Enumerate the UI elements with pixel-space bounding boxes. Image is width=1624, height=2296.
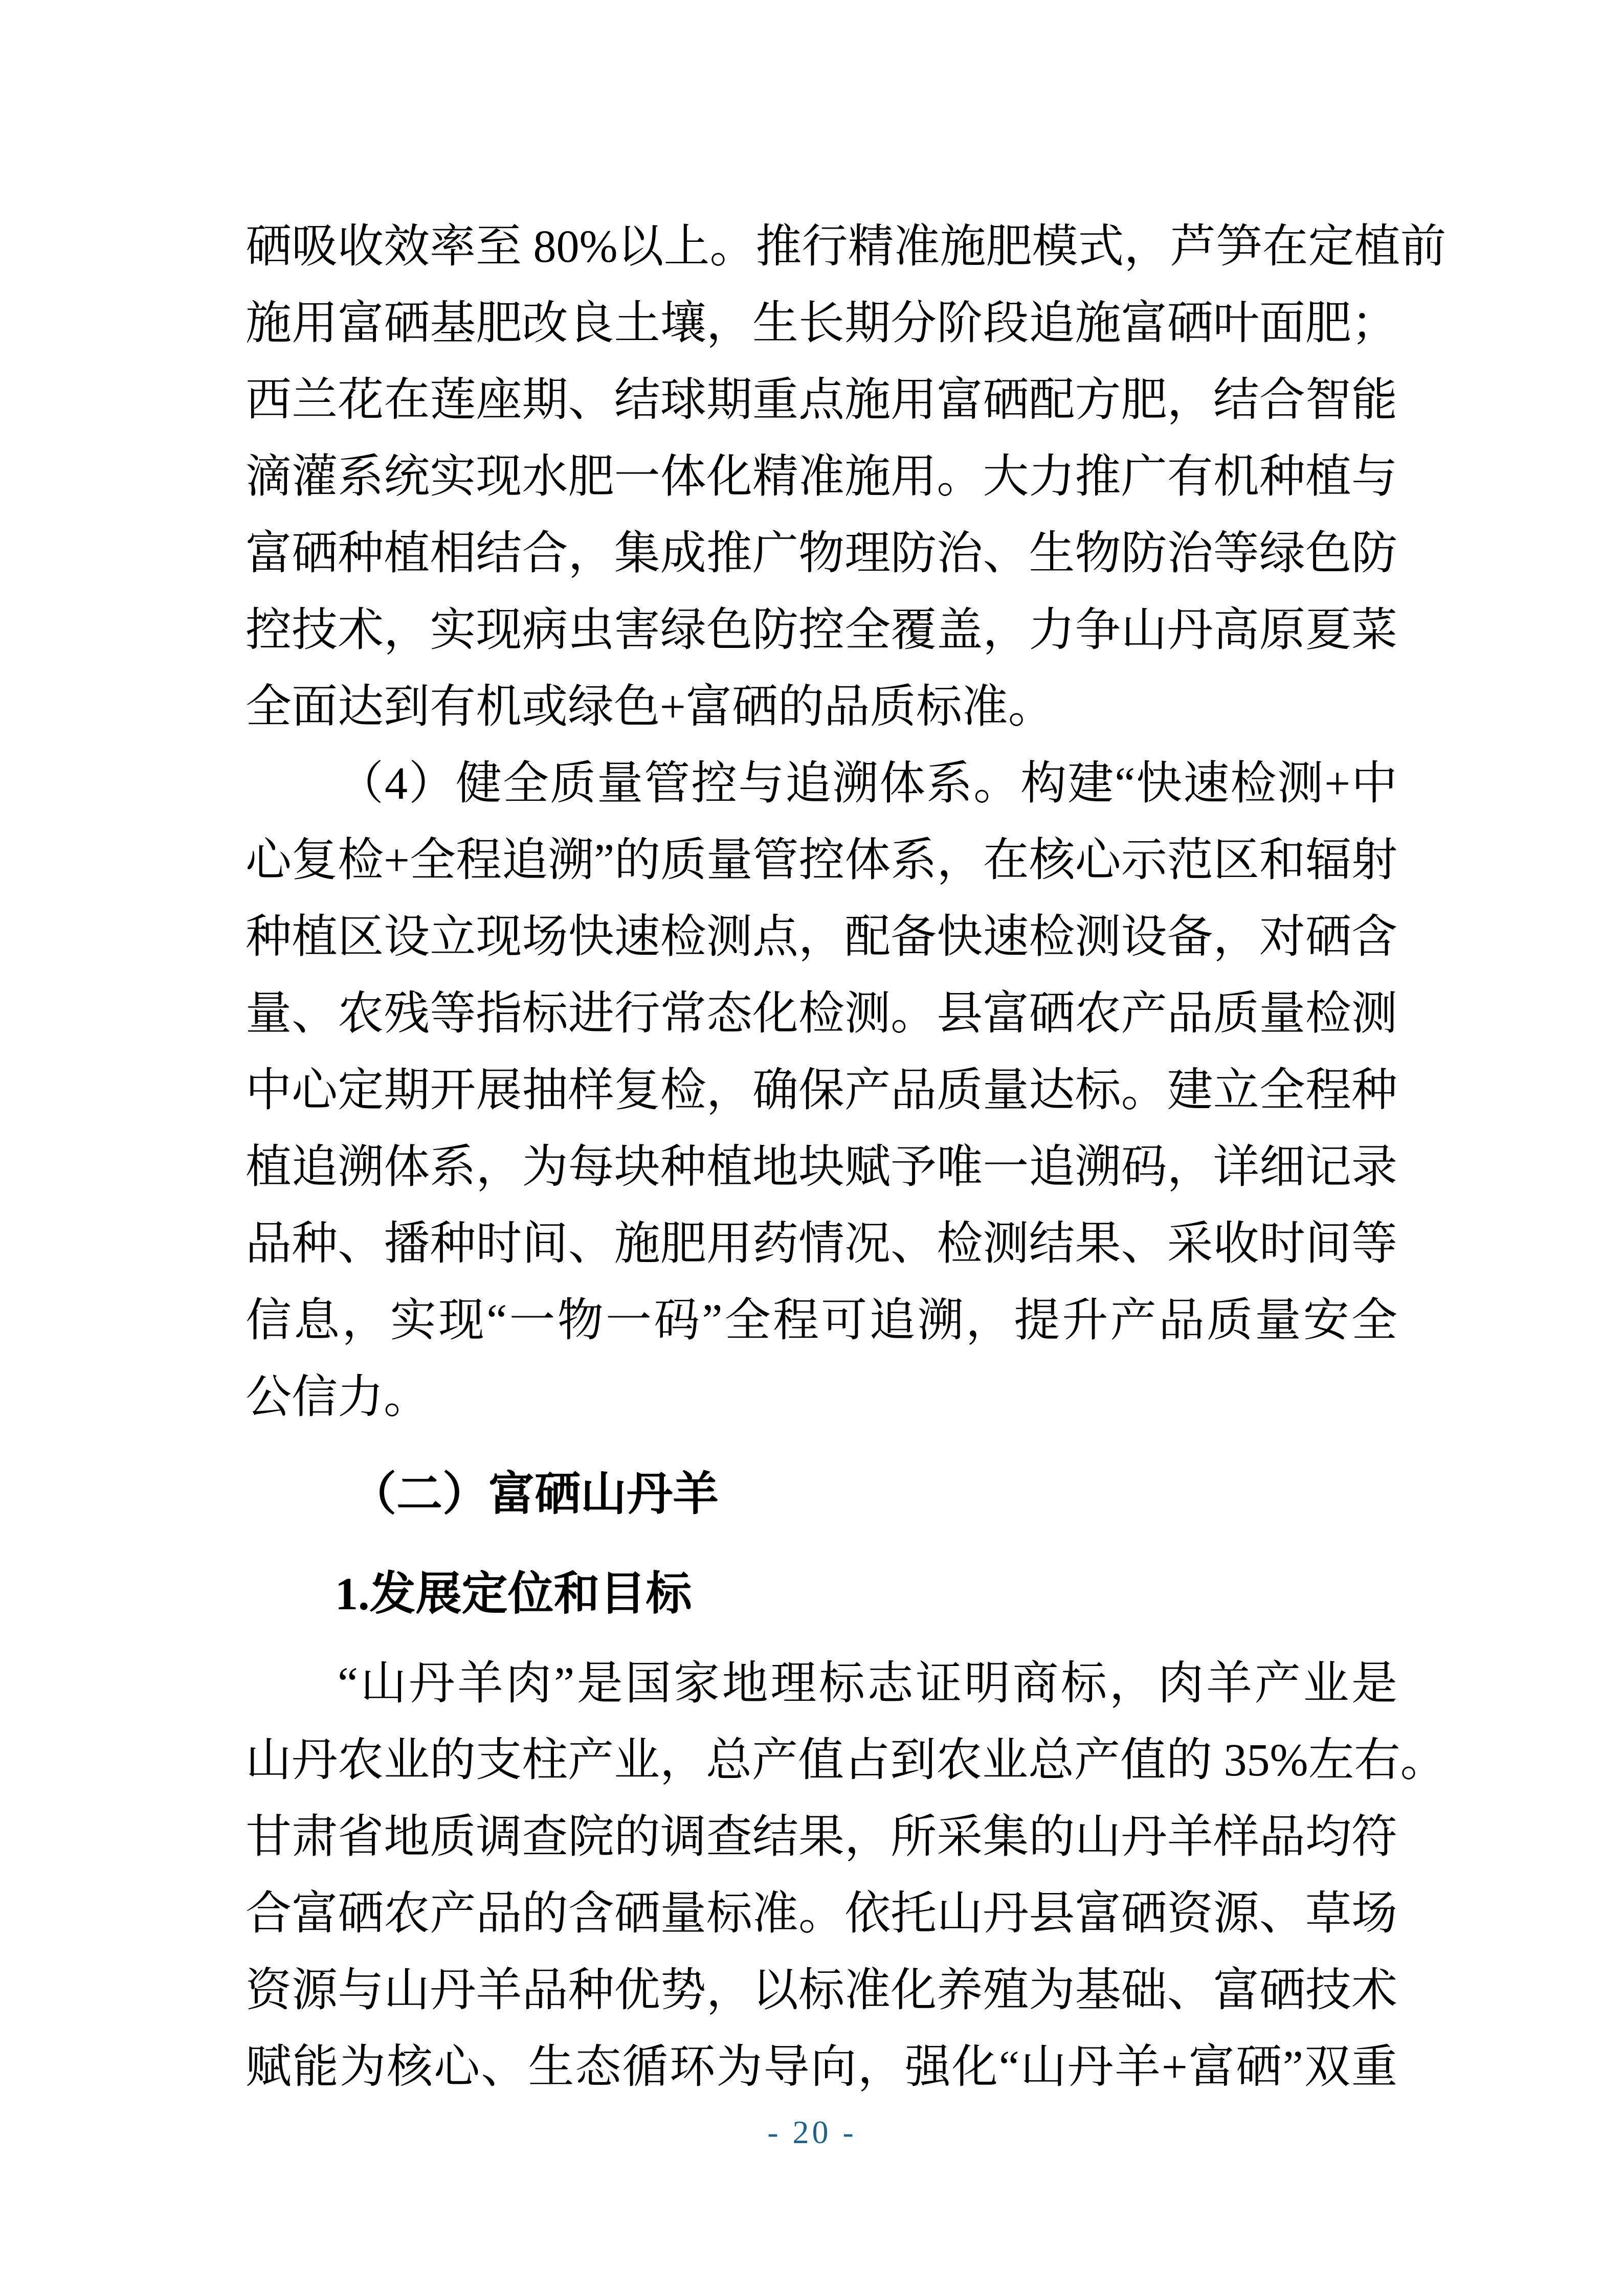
body-line: 公信力。 [246,1372,430,1423]
body-line: 全面达到有机或绿色+富硒的品质标准。 [246,682,1054,732]
body-line: 心复检+全程追溯”的质量管控体系，在核心示范区和辐射 [246,835,1397,886]
body-line: 量、农残等指标进行常态化检测。县富硒农产品质量检测 [246,988,1397,1039]
document-body [246,209,1447,2106]
body-line: 中心定期开展抽样复检，确保产品质量达标。建立全程种 [246,1065,1397,1116]
paragraph [246,746,1397,1436]
body-line: （4）健全质量管控与追溯体系。构建“快速检测+中 [338,758,1397,809]
body-line: 富硒种植相结合，集成推广物理防治、生物防治等绿色防 [246,528,1397,579]
section-heading: （二）富硒山丹羊 [350,1469,719,1520]
body-line: 滴灌系统实现水肥一体化精准施用。大力推广有机种植与 [246,452,1397,502]
body-line: 控技术，实现病虫害绿色防控全覆盖，力争山丹高原夏菜 [246,605,1397,656]
body-line: 甘肃省地质调查院的调查结果，所采集的山丹羊样品均符 [246,1812,1397,1862]
paragraph [246,209,1447,746]
body-line: “山丹羊肉”是国家地理标志证明商标，肉羊产业是 [338,1658,1397,1709]
subsection-heading: 1.发展定位和目标 [335,1569,692,1619]
body-line: 植追溯体系，为每块种植地块赋予唯一追溯码，详细记录 [246,1142,1397,1192]
body-line: 合富硒农产品的含硒量标准。依托山丹县富硒资源、草场 [246,1888,1397,1939]
body-line: 品种、播种时间、施肥用药情况、检测结果、采收时间等 [246,1219,1397,1269]
paragraph [246,1646,1447,2106]
body-line: 赋能为核心、生态循环为导向，强化“山丹羊+富硒”双重 [246,2042,1397,2092]
body-line: 硒吸收效率至 80%以上。推行精准施肥模式，芦笋在定植前 [246,221,1447,272]
body-line: 西兰花在莲座期、结球期重点施用富硒配方肥，结合智能 [246,375,1397,425]
page-number: - 20 - [767,2114,857,2150]
body-line: 种植区设立现场快速检测点，配备快速检测设备，对硒含 [246,912,1397,962]
body-line: 山丹农业的支柱产业，总产值占到农业总产值的 35%左右。 [246,1735,1447,1786]
body-line: 施用富硒基肥改良土壤，生长期分阶段追施富硒叶面肥； [246,298,1397,349]
body-line: 资源与山丹羊品种优势，以标准化养殖为基础、富硒技术 [246,1965,1397,2016]
body-line: 信息，实现“一物一码”全程可追溯，提升产品质量安全 [246,1295,1397,1346]
